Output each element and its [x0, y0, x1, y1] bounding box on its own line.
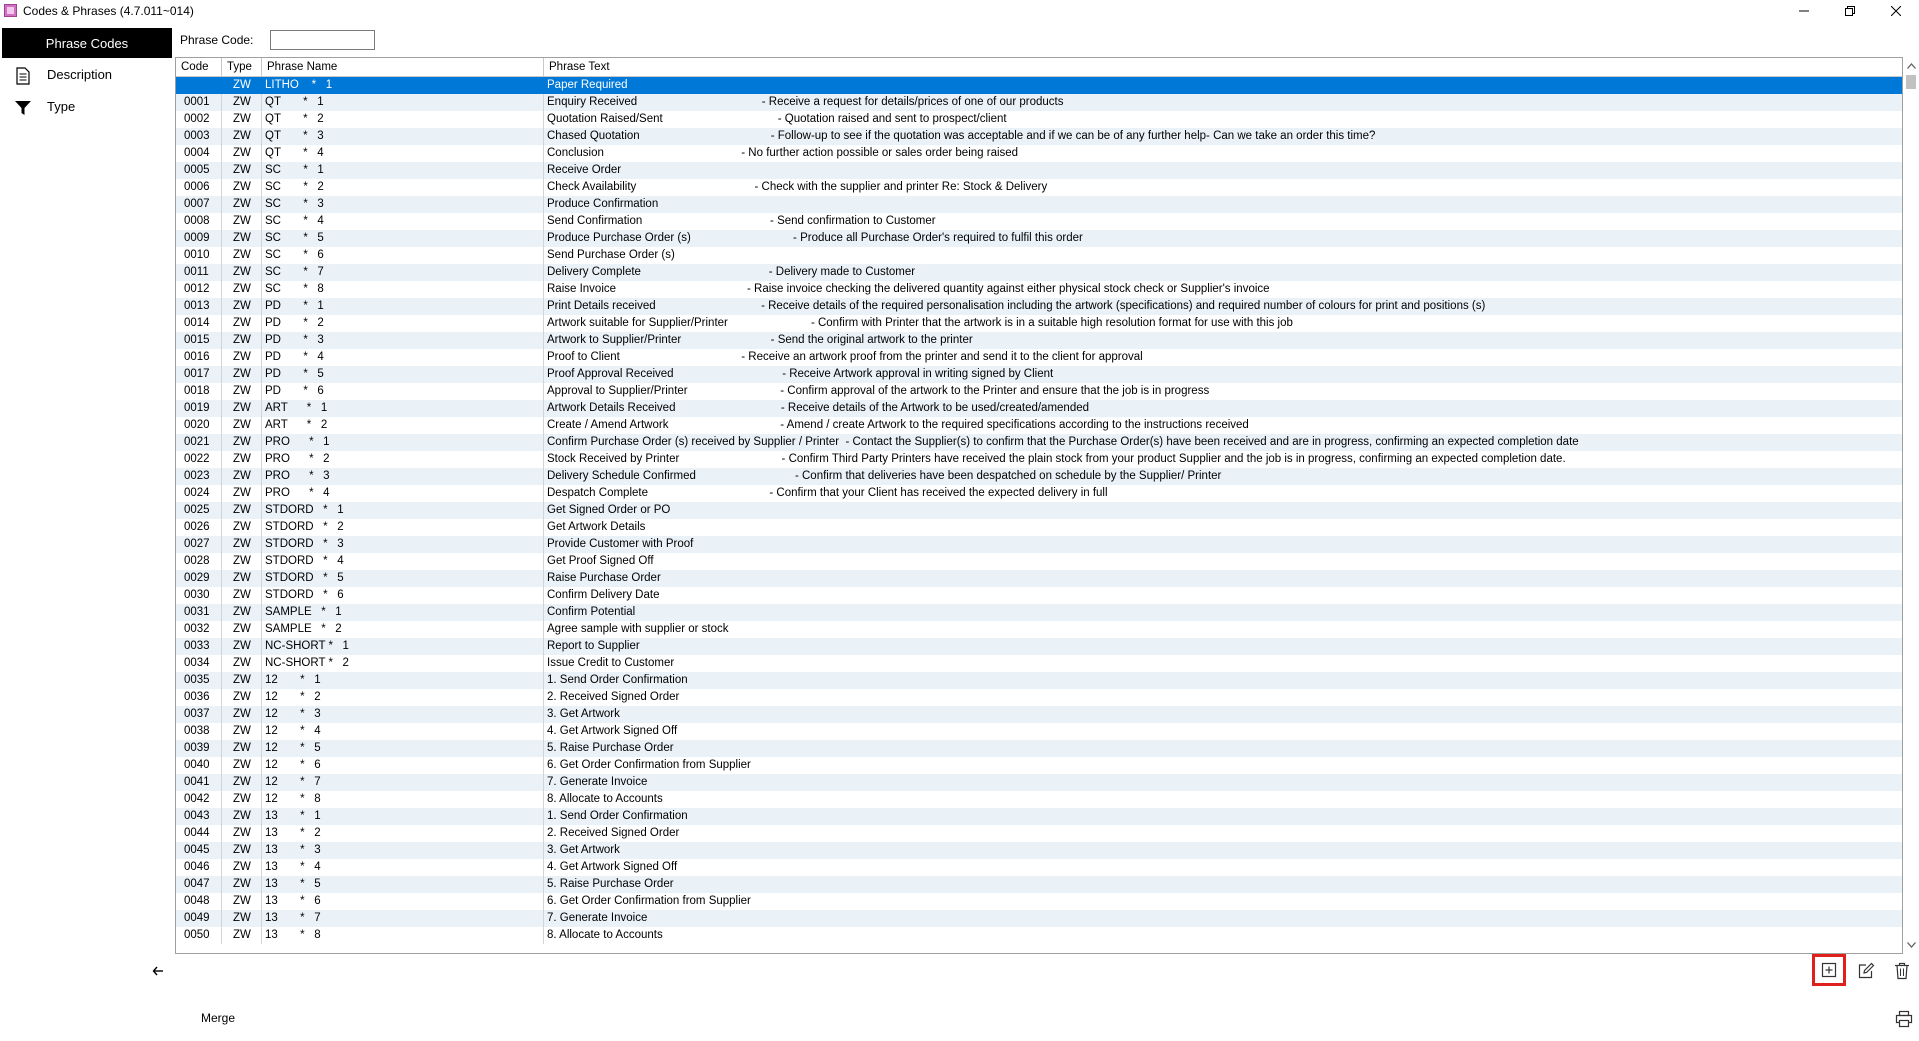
cell-type: ZW — [222, 213, 262, 230]
cell-code: 0046 — [176, 859, 222, 876]
table-row[interactable] — [176, 349, 1902, 366]
sidebar-item-description[interactable] — [2, 60, 172, 90]
cell-phrase-name: STDORD * 6 — [262, 587, 544, 604]
table-row[interactable] — [176, 434, 1902, 451]
table-row[interactable] — [176, 570, 1902, 587]
table-row[interactable] — [176, 655, 1902, 672]
cell-type: ZW — [222, 230, 262, 247]
table-row[interactable] — [176, 791, 1902, 808]
table-row[interactable] — [176, 604, 1902, 621]
back-arrow-icon — [152, 966, 164, 976]
cell-phrase-text: Get Proof Signed Off — [547, 555, 654, 567]
cell-phrase-name: QT * 1 — [262, 94, 544, 111]
print-button[interactable] — [1893, 1008, 1915, 1030]
cell-phrase-text: Confirm Delivery Date — [547, 589, 660, 601]
cell-code: 0003 — [176, 128, 222, 145]
scroll-down-button[interactable] — [1903, 938, 1919, 952]
cell-type: ZW — [222, 876, 262, 893]
cell-code: 0029 — [176, 570, 222, 587]
cell-type: ZW — [222, 689, 262, 706]
cell-phrase-name: PD * 2 — [262, 315, 544, 332]
cell-type: ZW — [222, 77, 262, 94]
cell-type: ZW — [222, 706, 262, 723]
cell-type: ZW — [222, 553, 262, 570]
cell-type: ZW — [222, 434, 262, 451]
cell-code: 0019 — [176, 400, 222, 417]
table-row[interactable] — [176, 621, 1902, 638]
cell-type: ZW — [222, 196, 262, 213]
cell-type: ZW — [222, 332, 262, 349]
cell-phrase-text: 4. Get Artwork Signed Off — [547, 725, 678, 737]
filter-icon — [14, 99, 32, 117]
cell-phrase-name: QT * 4 — [262, 145, 544, 162]
table-row[interactable] — [176, 298, 1902, 315]
cell-phrase-text: Delivery Complete - Delivery made to Customer — [547, 266, 916, 278]
cell-type: ZW — [222, 94, 262, 111]
scroll-up-button[interactable] — [1903, 59, 1919, 73]
cell-code: 0028 — [176, 553, 222, 570]
cell-code: 0001 — [176, 94, 222, 111]
cell-phrase-name: 13 * 3 — [262, 842, 544, 859]
cell-phrase-text: Delivery Schedule Confirmed - Confirm that deliveries have been despatched on schedule by the Supplier/ Printer — [547, 470, 1222, 482]
cell-phrase-text: Approval to Supplier/Printer - Confirm approval of the artwork to the Printer and ensure that the job is in progress — [547, 385, 1210, 397]
cell-code: 0018 — [176, 383, 222, 400]
cell-type: ZW — [222, 910, 262, 927]
column-header-type[interactable]: Type — [222, 58, 262, 76]
table-row[interactable] — [176, 910, 1902, 927]
print-icon — [1895, 1010, 1913, 1028]
close-icon — [1891, 6, 1901, 16]
column-header-phrase-name[interactable]: Phrase Name — [262, 58, 544, 76]
cell-code: 0010 — [176, 247, 222, 264]
table-row[interactable] — [176, 502, 1902, 519]
cell-phrase-name: 13 * 6 — [262, 893, 544, 910]
cell-phrase-name: 13 * 5 — [262, 876, 544, 893]
cell-type: ZW — [222, 349, 262, 366]
cell-phrase-text: Artwork Details Received - Receive details of the Artwork to be used/created/amended — [547, 402, 1090, 414]
cell-type: ZW — [222, 145, 262, 162]
cell-code: 0041 — [176, 774, 222, 791]
cell-type: ZW — [222, 859, 262, 876]
cell-code: 0027 — [176, 536, 222, 553]
cell-phrase-text: Stock Received by Printer - Confirm Third Party Printers have received the plain stock from your product Supplier and the job is in progress, confirming an expected completion date. — [547, 453, 1566, 465]
cell-type: ZW — [222, 502, 262, 519]
add-button[interactable] — [1812, 954, 1846, 986]
cell-type: ZW — [222, 570, 262, 587]
cell-phrase-name: 13 * 8 — [262, 927, 544, 944]
cell-code: 0015 — [176, 332, 222, 349]
cell-phrase-text: Raise Purchase Order — [547, 572, 661, 584]
cell-type: ZW — [222, 927, 262, 944]
table-row[interactable] — [176, 638, 1902, 655]
cell-code: 0050 — [176, 927, 222, 944]
delete-icon — [1894, 962, 1910, 980]
table-row[interactable] — [176, 672, 1902, 689]
cell-phrase-name: SAMPLE * 2 — [262, 621, 544, 638]
cell-type: ZW — [222, 247, 262, 264]
sidebar — [0, 28, 172, 138]
cell-phrase-text: Confirm Potential — [547, 606, 636, 618]
cell-phrase-text: 7. Generate Invoice — [547, 912, 648, 924]
delete-button[interactable] — [1887, 955, 1917, 987]
cell-phrase-text: 8. Allocate to Accounts — [547, 929, 663, 941]
minimize-icon — [1799, 6, 1809, 16]
cell-code: 0048 — [176, 893, 222, 910]
cell-phrase-name: SC * 2 — [262, 179, 544, 196]
cell-phrase-name: 12 * 2 — [262, 689, 544, 706]
cell-phrase-name: 13 * 1 — [262, 808, 544, 825]
cell-phrase-text: 6. Get Order Confirmation from Supplier — [547, 759, 751, 771]
cell-code: 0025 — [176, 502, 222, 519]
table-row[interactable] — [176, 196, 1902, 213]
cell-phrase-name: SC * 5 — [262, 230, 544, 247]
cell-code: 0012 — [176, 281, 222, 298]
table-row[interactable] — [176, 842, 1902, 859]
table-row[interactable] — [176, 689, 1902, 706]
cell-code: 0014 — [176, 315, 222, 332]
table-header — [176, 58, 1902, 77]
cell-phrase-name: SC * 1 — [262, 162, 544, 179]
cell-code: 0049 — [176, 910, 222, 927]
cell-type: ZW — [222, 315, 262, 332]
cell-code — [176, 77, 222, 94]
cell-phrase-text: Despatch Complete - Confirm that your Client has received the expected delivery in full — [547, 487, 1108, 499]
cell-phrase-text: 3. Get Artwork — [547, 844, 620, 856]
vertical-scrollbar[interactable] — [1903, 57, 1919, 954]
table-row[interactable] — [176, 893, 1902, 910]
cell-type: ZW — [222, 417, 262, 434]
sidebar-item-label: Type — [47, 99, 76, 114]
table-row[interactable] — [176, 876, 1902, 893]
cell-phrase-text: 2. Received Signed Order — [547, 691, 680, 703]
cell-type: ZW — [222, 383, 262, 400]
cell-phrase-text: Chased Quotation - Follow-up to see if the quotation was acceptable and if we can be of any further help- Can we take an order this time? — [547, 130, 1376, 142]
cell-phrase-text: Get Signed Order or PO — [547, 504, 671, 516]
cell-type: ZW — [222, 536, 262, 553]
cell-code: 0006 — [176, 179, 222, 196]
table-row[interactable] — [176, 332, 1902, 349]
cell-type: ZW — [222, 111, 262, 128]
cell-phrase-name: 12 * 8 — [262, 791, 544, 808]
cell-phrase-name: SC * 3 — [262, 196, 544, 213]
cell-type: ZW — [222, 281, 262, 298]
table-row[interactable] — [176, 451, 1902, 468]
cell-type: ZW — [222, 723, 262, 740]
cell-phrase-name: PD * 5 — [262, 366, 544, 383]
cell-phrase-text: Enquiry Received - Receive a request for details/prices of one of our products — [547, 96, 1064, 108]
cell-type: ZW — [222, 485, 262, 502]
cell-phrase-name: PD * 1 — [262, 298, 544, 315]
cell-code: 0026 — [176, 519, 222, 536]
cell-type: ZW — [222, 519, 262, 536]
cell-phrase-name: QT * 2 — [262, 111, 544, 128]
cell-phrase-name: ART * 1 — [262, 400, 544, 417]
cell-phrase-text: Proof to Client - Receive an artwork proof from the printer and send it to the client for approval — [547, 351, 1143, 363]
phrase-code-input[interactable] — [270, 30, 375, 50]
cell-code: 0020 — [176, 417, 222, 434]
cell-phrase-text: 1. Send Order Confirmation — [547, 810, 688, 822]
table-row[interactable] — [176, 757, 1902, 774]
table-row[interactable] — [176, 315, 1902, 332]
column-header-phrase-text[interactable]: Phrase Text — [549, 61, 610, 73]
cell-code: 0044 — [176, 825, 222, 842]
cell-phrase-name: STDORD * 3 — [262, 536, 544, 553]
cell-phrase-text: 1. Send Order Confirmation — [547, 674, 688, 686]
cell-code: 0047 — [176, 876, 222, 893]
cell-phrase-name: 12 * 4 — [262, 723, 544, 740]
cell-phrase-name: QT * 3 — [262, 128, 544, 145]
table-row[interactable] — [176, 485, 1902, 502]
cell-phrase-text: 8. Allocate to Accounts — [547, 793, 663, 805]
app-icon — [4, 4, 17, 17]
table-row[interactable] — [176, 94, 1902, 111]
cell-phrase-name: PRO * 3 — [262, 468, 544, 485]
table-row[interactable] — [176, 808, 1902, 825]
cell-phrase-text: Receive Order — [547, 164, 622, 176]
cell-code: 0023 — [176, 468, 222, 485]
cell-code: 0040 — [176, 757, 222, 774]
table-row[interactable] — [176, 247, 1902, 264]
cell-code: 0036 — [176, 689, 222, 706]
cell-phrase-name: STDORD * 2 — [262, 519, 544, 536]
cell-phrase-text: 4. Get Artwork Signed Off — [547, 861, 678, 873]
cell-type: ZW — [222, 179, 262, 196]
restore-button[interactable] — [1827, 0, 1873, 22]
table-row[interactable] — [176, 536, 1902, 553]
cell-phrase-name: 12 * 7 — [262, 774, 544, 791]
cell-phrase-name: PD * 3 — [262, 332, 544, 349]
cell-phrase-name: STDORD * 4 — [262, 553, 544, 570]
document-icon — [14, 67, 32, 85]
restore-icon — [1845, 6, 1855, 16]
cell-type: ZW — [222, 468, 262, 485]
cell-phrase-text: Send Confirmation - Send confirmation to Customer — [547, 215, 936, 227]
cell-phrase-name: PRO * 1 — [262, 434, 544, 451]
table-row[interactable] — [176, 145, 1902, 162]
cell-code: 0009 — [176, 230, 222, 247]
column-header-code[interactable]: Code — [176, 58, 222, 76]
table-row[interactable] — [176, 383, 1902, 400]
table-row[interactable] — [176, 366, 1902, 383]
add-icon — [1821, 962, 1837, 978]
edit-button[interactable] — [1849, 955, 1883, 987]
cell-code: 0022 — [176, 451, 222, 468]
cell-type: ZW — [222, 791, 262, 808]
cell-phrase-text: 5. Raise Purchase Order — [547, 742, 674, 754]
sidebar-item-phrase-codes[interactable] — [2, 28, 172, 58]
scroll-thumb[interactable] — [1906, 75, 1916, 89]
cell-code: 0011 — [176, 264, 222, 281]
table-row[interactable] — [176, 179, 1902, 196]
cell-phrase-text: 5. Raise Purchase Order — [547, 878, 674, 890]
cell-type: ZW — [222, 655, 262, 672]
sidebar-item-label: Phrase Codes — [45, 35, 129, 51]
cell-phrase-name: SC * 4 — [262, 213, 544, 230]
cell-type: ZW — [222, 842, 262, 859]
sidebar-item-label: Description — [47, 67, 113, 82]
table-row[interactable] — [176, 281, 1902, 298]
cell-code: 0038 — [176, 723, 222, 740]
cell-phrase-text: Check Availability - Check with the supplier and printer Re: Stock & Delivery — [547, 181, 1048, 193]
cell-code: 0024 — [176, 485, 222, 502]
cell-type: ZW — [222, 264, 262, 281]
table-row[interactable] — [176, 77, 1902, 94]
cell-type: ZW — [222, 893, 262, 910]
cell-phrase-text: Raise Invoice - Raise invoice checking the delivered quantity against either physical stock check or Supplier's invoice — [547, 283, 1270, 295]
cell-phrase-name: STDORD * 5 — [262, 570, 544, 587]
cell-phrase-name: LITHO * 1 — [262, 77, 544, 94]
cell-phrase-text: Get Artwork Details — [547, 521, 646, 533]
cell-phrase-name: NC-SHORT * 1 — [262, 638, 544, 655]
table-row[interactable] — [176, 859, 1902, 876]
back-button[interactable] — [150, 963, 166, 979]
cell-code: 0043 — [176, 808, 222, 825]
table-row[interactable] — [176, 264, 1902, 281]
title-bar — [0, 0, 1919, 22]
cell-phrase-name: 12 * 5 — [262, 740, 544, 757]
cell-code: 0032 — [176, 621, 222, 638]
phrase-table — [175, 57, 1903, 954]
cell-phrase-name: 12 * 3 — [262, 706, 544, 723]
chevron-down-icon — [1907, 942, 1916, 948]
cell-type: ZW — [222, 672, 262, 689]
cell-phrase-text: 6. Get Order Confirmation from Supplier — [547, 895, 751, 907]
table-row[interactable] — [176, 417, 1902, 434]
cell-phrase-name: 13 * 2 — [262, 825, 544, 842]
cell-code: 0037 — [176, 706, 222, 723]
cell-phrase-text: Paper Required — [547, 79, 628, 91]
table-row[interactable] — [176, 706, 1902, 723]
table-row[interactable] — [176, 740, 1902, 757]
close-button[interactable] — [1873, 0, 1919, 22]
cell-type: ZW — [222, 128, 262, 145]
cell-phrase-text: Provide Customer with Proof — [547, 538, 694, 550]
table-row[interactable] — [176, 825, 1902, 842]
cell-type: ZW — [222, 451, 262, 468]
cell-code: 0039 — [176, 740, 222, 757]
cell-type: ZW — [222, 162, 262, 179]
cell-phrase-text: Artwork to Supplier/Printer - Send the original artwork to the printer — [547, 334, 973, 346]
cell-phrase-name: NC-SHORT * 2 — [262, 655, 544, 672]
cell-phrase-text: Print Details received - Receive details of the required personalisation including the artwork (specifications) and required number of colours for print and positions (s) — [547, 300, 1486, 312]
cell-code: 0008 — [176, 213, 222, 230]
table-row[interactable] — [176, 468, 1902, 485]
table-row[interactable] — [176, 927, 1902, 944]
cell-code: 0030 — [176, 587, 222, 604]
table-row[interactable] — [176, 774, 1902, 791]
cell-phrase-name: 13 * 7 — [262, 910, 544, 927]
cell-code: 0013 — [176, 298, 222, 315]
cell-code: 0035 — [176, 672, 222, 689]
cell-code: 0045 — [176, 842, 222, 859]
cell-phrase-name: PRO * 2 — [262, 451, 544, 468]
table-row[interactable] — [176, 723, 1902, 740]
cell-phrase-name: SAMPLE * 1 — [262, 604, 544, 621]
cell-phrase-text: Artwork suitable for Supplier/Printer - Confirm with Printer that the artwork is in a suitable high resolution format for use with this job — [547, 317, 1293, 329]
cell-phrase-name: 12 * 6 — [262, 757, 544, 774]
table-row[interactable] — [176, 230, 1902, 247]
cell-type: ZW — [222, 366, 262, 383]
cell-type: ZW — [222, 825, 262, 842]
cell-phrase-name: SC * 7 — [262, 264, 544, 281]
cell-phrase-name: PD * 4 — [262, 349, 544, 366]
cell-code: 0021 — [176, 434, 222, 451]
cell-type: ZW — [222, 774, 262, 791]
window-title: Codes & Phrases (4.7.011~014) — [23, 4, 194, 18]
cell-phrase-text: 7. Generate Invoice — [547, 776, 648, 788]
merge-button[interactable]: Merge — [201, 1011, 236, 1025]
cell-phrase-name: ART * 2 — [262, 417, 544, 434]
cell-type: ZW — [222, 400, 262, 417]
chevron-up-icon — [1907, 63, 1916, 69]
sidebar-item-type[interactable] — [2, 92, 172, 122]
cell-code: 0007 — [176, 196, 222, 213]
table-row[interactable] — [176, 213, 1902, 230]
cell-phrase-text: Produce Purchase Order (s) - Produce all Purchase Order's required to fulfil this order — [547, 232, 1083, 244]
cell-code: 0031 — [176, 604, 222, 621]
cell-type: ZW — [222, 757, 262, 774]
cell-type: ZW — [222, 621, 262, 638]
phrase-code-label: Phrase Code: — [180, 33, 254, 47]
cell-phrase-text: Confirm Purchase Order (s) received by Supplier / Printer - Contact the Supplier(s) to confirm that the Purchase Order(s) have been received and are in progress, confirming an expected completion date — [547, 436, 1579, 448]
cell-type: ZW — [222, 808, 262, 825]
cell-phrase-text: Agree sample with supplier or stock — [547, 623, 729, 635]
cell-type: ZW — [222, 587, 262, 604]
cell-phrase-name: 12 * 1 — [262, 672, 544, 689]
cell-code: 0016 — [176, 349, 222, 366]
table-row[interactable] — [176, 519, 1902, 536]
cell-phrase-text: 3. Get Artwork — [547, 708, 620, 720]
cell-phrase-text: Produce Confirmation — [547, 198, 659, 210]
cell-phrase-text: Proof Approval Received - Receive Artwork approval in writing signed by Client — [547, 368, 1054, 380]
table-row[interactable] — [176, 553, 1902, 570]
edit-icon — [1857, 962, 1875, 980]
cell-type: ZW — [222, 298, 262, 315]
cell-phrase-name: PRO * 4 — [262, 485, 544, 502]
minimize-button[interactable] — [1781, 0, 1827, 22]
cell-code: 0042 — [176, 791, 222, 808]
table-row[interactable] — [176, 162, 1902, 179]
cell-code: 0002 — [176, 111, 222, 128]
table-row[interactable] — [176, 111, 1902, 128]
cell-phrase-name: 13 * 4 — [262, 859, 544, 876]
table-body — [176, 77, 1902, 953]
cell-phrase-name: SC * 8 — [262, 281, 544, 298]
cell-code: 0005 — [176, 162, 222, 179]
cell-type: ZW — [222, 604, 262, 621]
cell-phrase-text: Report to Supplier — [547, 640, 640, 652]
cell-phrase-text: Send Purchase Order (s) — [547, 249, 675, 261]
cell-phrase-name: STDORD * 1 — [262, 502, 544, 519]
table-row[interactable] — [176, 128, 1902, 145]
cell-type: ZW — [222, 740, 262, 757]
cell-phrase-text: Conclusion - No further action possible or sales order being raised — [547, 147, 1019, 159]
cell-code: 0034 — [176, 655, 222, 672]
table-row[interactable] — [176, 400, 1902, 417]
cell-code: 0017 — [176, 366, 222, 383]
cell-phrase-name: SC * 6 — [262, 247, 544, 264]
cell-code: 0004 — [176, 145, 222, 162]
cell-type: ZW — [222, 638, 262, 655]
cell-phrase-name: PD * 6 — [262, 383, 544, 400]
cell-phrase-text: Issue Credit to Customer — [547, 657, 675, 669]
cell-phrase-text: 2. Received Signed Order — [547, 827, 680, 839]
cell-phrase-text: Create / Amend Artwork - Amend / create Artwork to the required specifications according to the instructions received — [547, 419, 1249, 431]
cell-phrase-text: Quotation Raised/Sent - Quotation raised and sent to prospect/client — [547, 113, 1007, 125]
table-row[interactable] — [176, 587, 1902, 604]
cell-code: 0033 — [176, 638, 222, 655]
